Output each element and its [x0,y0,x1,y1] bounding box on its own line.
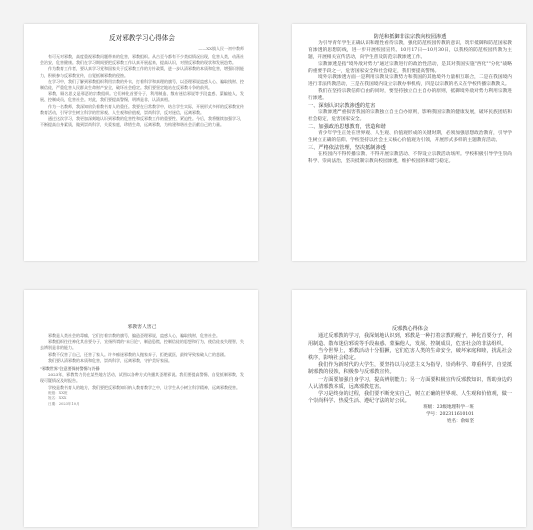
document-page-4 [292,290,526,527]
paragraph: 一方面要加强自身学习，提高辨别能力；另一方面要积极宣传反邪教知识，帮助身边的人认清邪教本质，远离邪教危害。 [308,376,512,390]
paragraph: 为引导青年学生正确认识和理性看待宗教，强化防范校园传教的意识，筑牢抵御和防范国家教育渗透的思想防线，进一步开展校园宣传。10月17日—10月30日，以我校的防范校园传教为主题，开展相关宣传活动，向学生普及防范宗教渗透工作。 [308,41,512,60]
paragraph: 有可无对邪教，高度重视邪教问题带来的危害，邪教组织。从古至今都有不少类似情况出现，危害人类，动荡社会治安，危害健康。我们在学习期间要把反邪教工作认真开展起来，提高认识，对照反邪教的现状和发展趋势。 [40,54,244,66]
page-heading: 防范和抵御非法宗教向校园渗透 [373,34,447,40]
byline: ——XX镇人民一初中教师 [198,46,244,51]
paragraph: 我们要认清邪教的本质和危害，崇尚科学，远离邪教，守护美好家园。 [48,357,172,363]
paragraph: 学校是教书育人的地方，我们要把反邪教知识纳入教育教学之中，让学生从小树立科学精神，远离邪教侵害。 [48,384,240,390]
paragraph: 通过反邪教的学习，我深刻地认识到，邪教是一种打着宗教的幌子，神化首要分子，利用制造、散布迷信邪说等手段蛊惑、蒙骗他人，发展、控制成员，危害社会的非法组织。 [308,333,512,347]
document-page-3 [24,290,258,527]
page-content [308,326,512,521]
page-content [308,34,512,255]
signature-name: 姓名：俞如坚 [447,418,474,424]
paragraph: 我们作为新时代的大学生，要坚持以马克思主义为指导，崇尚科学、尊重科学，自觉抵制邪教的侵蚀，积极参与反邪教宣传。 [308,362,512,376]
paragraph: 作为一名教师，我深知肩负着教书育人的重任。我要在日常教学中，结合学生实际，开展形式多样的反邪教宣传教育活动，引导学生树立科学的世界观、人生观和价值观，崇尚科学，反对迷信，远离邪教。 [40,103,244,115]
section-heading: 一、深刻认识宗教渗透的危害 [308,102,376,109]
section-text: 在校园内不得传播宗教、不得开展宗教活动、不得设立宗教活动场所。学校积极引导学生崇尚科学、崇尚法治，坚决抵制宗教向校园渗透，维护校园的和谐与稳定。 [308,151,512,164]
section-text: 宗教渗透严重损害我国的宗教独立自主自办原则，影响我国宗教的健康发展，破坏民族团结和社会稳定，危害国家安全。 [308,109,512,122]
paragraph: 邪教不仅害了自己，还害了家人。许多痴迷邪教的人抛家弃子，拒绝就医，最终导致家破人亡的悲剧。 [48,351,228,357]
paragraph: 境外宗教渗透方面一是利用宗教及宗教势力和我国的其他境外力量相互联合，二是在我国境内进行非法传教活动，三是在我国境内设立宗教办事机构，四是以宗教的名义在学校传播宗教教义。 [308,75,512,88]
document-page-1 [24,24,258,261]
paragraph: 邪教是人类社会的毒瘤，它们打着宗教的旗号，编造歪理邪说，蛊惑人心，骗取钱财，危害社会。 [48,333,220,338]
page-title: 邪教害人害己 [127,325,157,330]
section-text: 青少年学生正处在世界观、人生观、价值观形成的关键时期，必须加强思想政治教育，引导学生树立正确的信仰。学校坚持以社会主义核心价值观为引领，开展形式多样的主题教育活动。 [308,130,512,143]
page-heading: 反邪教心得体会 [391,326,429,332]
section-heading: 三、严格依法管理，坚决抵制渗透 [308,144,386,151]
paragraph: 我们在坚持宗教信仰自由的同时，要坚持独立自主自办的原则，抵御境外敌对势力利用宗教进行渗透。 [308,88,512,101]
note-heading: "邪教世界"注意要保持警惕与冷静 [40,366,100,372]
meta-line: 姓名：XXX [48,396,67,401]
document-page-2 [292,24,526,261]
paragraph: 邪教，顾名思义是邪恶的宗教组织。它们神化首要分子，利用制造、散布迷信邪说等手段蛊惑、蒙骗他人，发展、控制成员，危害社会。对此，我们要提高警惕，明辨是非，认清真相。 [40,91,244,103]
paragraph: 通过这次学习，我更加深刻地认识到邪教的危害性和反邪教工作的重要性、紧迫性。今后，我将继续加强学习，不断提高自身素质，做到崇尚科学，关爱家庭，珍惜生命，远离邪教，为构建和谐社会贡献自己的力量。 [40,116,244,128]
paragraph: 学习是终身的过程，我们要不断充实自己，树立正确的世界观、人生观和价值观，做一个崇尚科学、热爱生活、遵纪守法的好公民。 [308,391,512,405]
paragraph: 作为教育工作者，要认真学习党和国家关于反邪教工作的方针政策，进一步认清邪教的本质和危害，增强识别能力，积极参与反邪教宣传，自觉抵制邪教的侵蚀。 [40,66,244,78]
signature-student-id: 学号：202311610101 [426,412,474,418]
paragraph: 在学习中，我们了解到邪教组织利用宗教的外衣，打着科学和真理的旗号，以歪理邪说蛊惑人心、骗取钱财、控制信徒，严重危害人民群众生命财产安全，破坏社会稳定。我们要坚定地站在反邪教斗争的前列。 [40,78,244,91]
paragraph: 2023年，邪教势力仍在某些地方活动，试图以各种方式传播其歪理邪说。我们要提高警惕，自觉抵制邪教，发现可疑情况及时报告。 [40,372,244,384]
section-heading: 二、加强政治思想教育，营造和谐 [308,123,386,130]
paragraph: 邪教组织往往神化其首要分子，宣扬所谓的"末日论"，制造恐慌，控制信徒的思想和行为，使信徒丧失理智，失去辨别是非的能力。 [40,339,244,351]
meta-line: 班级：XX班 [48,390,68,395]
paragraph: 宗教渗透是指"境外敌对势力"通过宗教进行的政治性活动，是其对我国实施"西化""分化"战略的重要手段之一，危害国家安全和社会稳定，我们要提高警惕。 [308,61,512,74]
meta-line: 日期：2023年10月 [48,401,80,406]
paragraph: 当今世界上，邪教活动十分猖獗，它们危害人类的生命安全，破坏家庭和睦，扰乱社会秩序，影响社会稳定。 [308,347,512,362]
page-content [40,34,244,255]
page-content [40,324,244,521]
page-title: 反对邪教学习心得体会 [109,34,175,42]
signature-class: 班级：23级地理科学一班 [423,405,474,411]
